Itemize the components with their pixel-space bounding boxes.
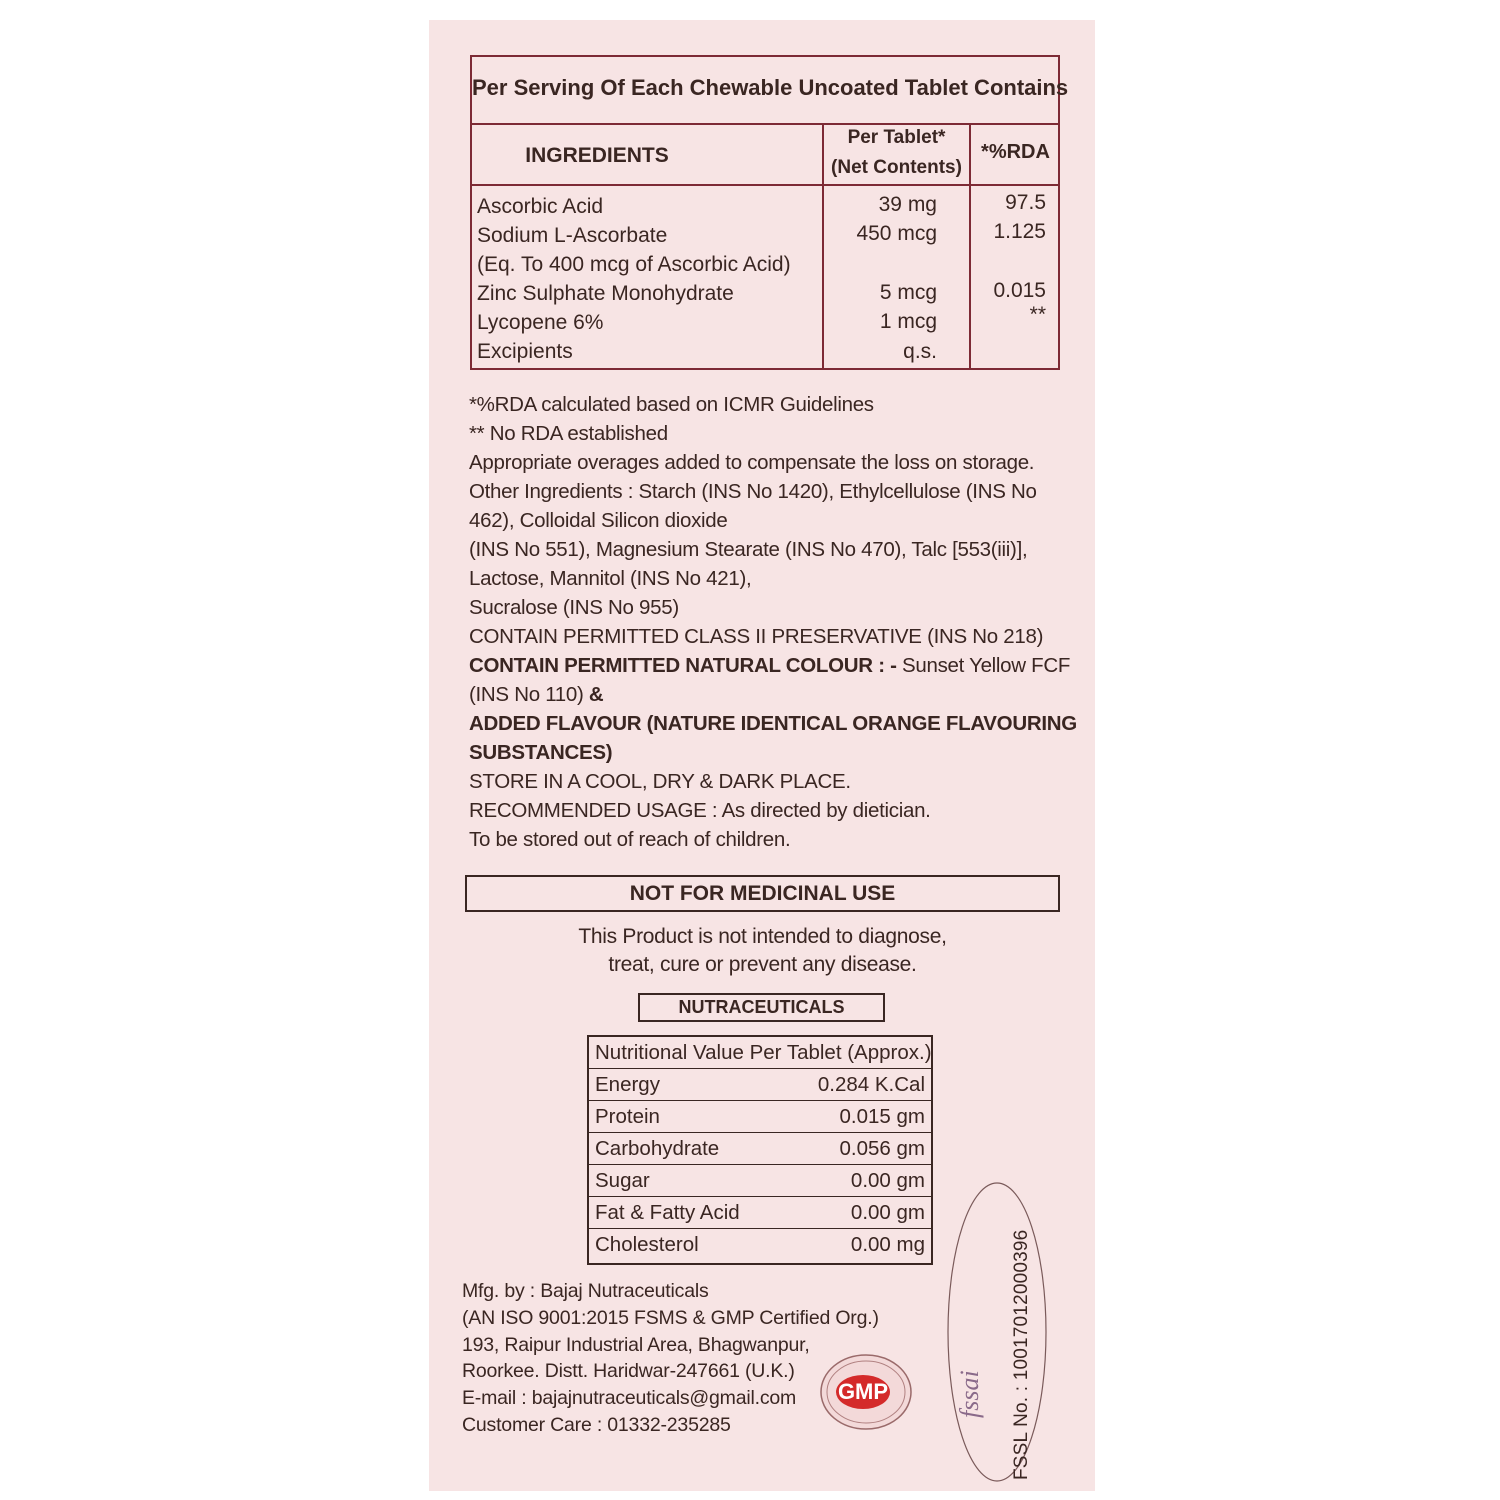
nutrient-value: 0.00 mg: [850, 1233, 925, 1256]
ingredient-name: Zinc Sulphate Monohydrate: [477, 282, 734, 305]
ingredient-name: Excipients: [477, 340, 573, 363]
manufacturer-email: E-mail : bajajnutraceuticals@gmail.com: [462, 1387, 797, 1410]
nutrient-value: 0.056 gm: [839, 1137, 925, 1160]
disclaimer-line: treat, cure or prevent any disease.: [608, 953, 917, 976]
no-rda-note: ** No RDA established: [469, 422, 668, 445]
header-net-contents: (Net Contents): [831, 157, 962, 178]
colour-ins-text: (INS No 110): [469, 683, 584, 706]
colour-note-bold: CONTAIN PERMITTED NATURAL COLOUR : -: [469, 654, 897, 677]
preservative-note: CONTAIN PERMITTED CLASS II PRESERVATIVE (INS No 218): [469, 625, 1044, 648]
flavour-note: ADDED FLAVOUR (NATURE IDENTICAL ORANGE FLAVOURING: [469, 712, 1077, 735]
disclaimer-line: This Product is not intended to diagnose,: [578, 925, 947, 948]
gmp-seal-text: GMP: [837, 1379, 889, 1404]
category-box: [638, 993, 885, 1022]
category-label: NUTRACEUTICALS: [678, 997, 845, 1017]
other-ingredients-line: Lactose, Mannitol (INS No 421),: [469, 567, 752, 590]
ingredient-name: Sodium L-Ascorbate: [477, 224, 668, 247]
ingredient-amount: 5 mcg: [879, 281, 937, 304]
table-row: [589, 1101, 931, 1133]
manufacturer-name: Mfg. by : Bajaj Nutraceuticals: [462, 1280, 709, 1302]
manufacturer-address: 193, Raipur Industrial Area, Bhagwanpur,: [462, 1333, 810, 1356]
table-row: [589, 1165, 931, 1197]
customer-care: Customer Care : 01332-235285: [462, 1413, 731, 1436]
colour-note-rest: Sunset Yellow FCF: [896, 654, 1071, 677]
medicinal-warning-title: NOT FOR MEDICINAL USE: [629, 882, 896, 905]
nutrient-label: Energy: [595, 1073, 660, 1096]
manufacturer-cert: (AN ISO 9001:2015 FSMS & GMP Certified Org.): [462, 1306, 879, 1329]
nutrient-label: Cholesterol: [595, 1233, 699, 1256]
storage-note: STORE IN A COOL, DRY & DARK PLACE.: [469, 770, 851, 793]
usage-note: RECOMMENDED USAGE : As directed by dietician.: [469, 799, 931, 822]
nutrient-value: 0.00 gm: [850, 1201, 925, 1224]
table-row: [589, 1229, 931, 1263]
ingredient-rda: 0.015: [993, 279, 1046, 302]
nutrition-header: Nutritional Value Per Tablet (Approx.): [595, 1041, 932, 1064]
flavour-note: SUBSTANCES): [469, 741, 613, 764]
nutrient-label: Protein: [595, 1105, 660, 1128]
table-row: [589, 1069, 931, 1101]
ingredient-amount: 1 mcg: [879, 310, 937, 333]
ingredient-amount: 450 mcg: [856, 222, 937, 245]
nutrient-value: 0.00 gm: [850, 1169, 925, 1192]
overage-note: Appropriate overages added to compensate the loss on storage.: [469, 451, 1035, 474]
ingredient-name: Lycopene 6%: [477, 311, 604, 334]
header-ingredients: INGREDIENTS: [525, 144, 669, 167]
table-row: [589, 1133, 931, 1165]
ingredient-name: Ascorbic Acid: [477, 195, 604, 218]
ingredients-table-title: Per Serving Of Each Chewable Uncoated Tablet Contains: [472, 75, 1069, 100]
nutrient-label: Carbohydrate: [595, 1137, 720, 1160]
other-ingredients-line: Other Ingredients : Starch (INS No 1420), Ethylcellulose (INS No: [469, 480, 1037, 503]
nutrient-value: 0.284 K.Cal: [817, 1073, 925, 1096]
fssai-logo-icon: fssai: [955, 1370, 984, 1418]
ingredient-name: (Eq. To 400 mcg of Ascorbic Acid): [477, 253, 791, 276]
colour-ins: [469, 680, 1064, 709]
children-warning: To be stored out of reach of children.: [469, 828, 791, 851]
ingredient-rda: 1.125: [993, 220, 1046, 243]
gmp-seal-icon: [818, 1352, 914, 1432]
nutrient-label: Sugar: [595, 1169, 650, 1192]
nutrition-header-row: [589, 1037, 931, 1069]
colour-note: [469, 651, 1071, 680]
ingredient-rda: **: [1029, 303, 1046, 326]
table-divider: [470, 123, 1060, 125]
label-notes: [469, 390, 1077, 854]
ingredient-amount: q.s.: [903, 340, 937, 363]
header-per-tablet: Per Tablet*: [847, 127, 946, 148]
ingredient-amount: 39 mg: [878, 193, 937, 216]
other-ingredients-line: 462), Colloidal Silicon dioxide: [469, 509, 728, 532]
nutrient-value: 0.015 gm: [839, 1105, 925, 1128]
manufacturer-info: [462, 1278, 879, 1439]
nutrition-table: [587, 1035, 933, 1265]
header-rda: *%RDA: [981, 141, 1050, 163]
table-row: [589, 1197, 931, 1229]
manufacturer-address: Roorkee. Distt. Haridwar-247661 (U.K.): [462, 1360, 795, 1383]
other-ingredients-line: Sucralose (INS No 955): [469, 596, 679, 619]
medicinal-warning-box: [465, 875, 1060, 912]
nutrient-label: Fat & Fatty Acid: [595, 1201, 740, 1224]
other-ingredients-line: (INS No 551), Magnesium Stearate (INS No 470), Talc [553(iii)],: [469, 538, 1028, 561]
fssai-license: FSSL No. : 10017012000396: [1011, 1229, 1032, 1480]
rda-note: *%RDA calculated based on ICMR Guidelines: [469, 393, 874, 416]
colour-ins-amp: &: [583, 683, 604, 706]
table-divider: [470, 184, 1060, 186]
ingredient-rda: 97.5: [1005, 191, 1046, 214]
